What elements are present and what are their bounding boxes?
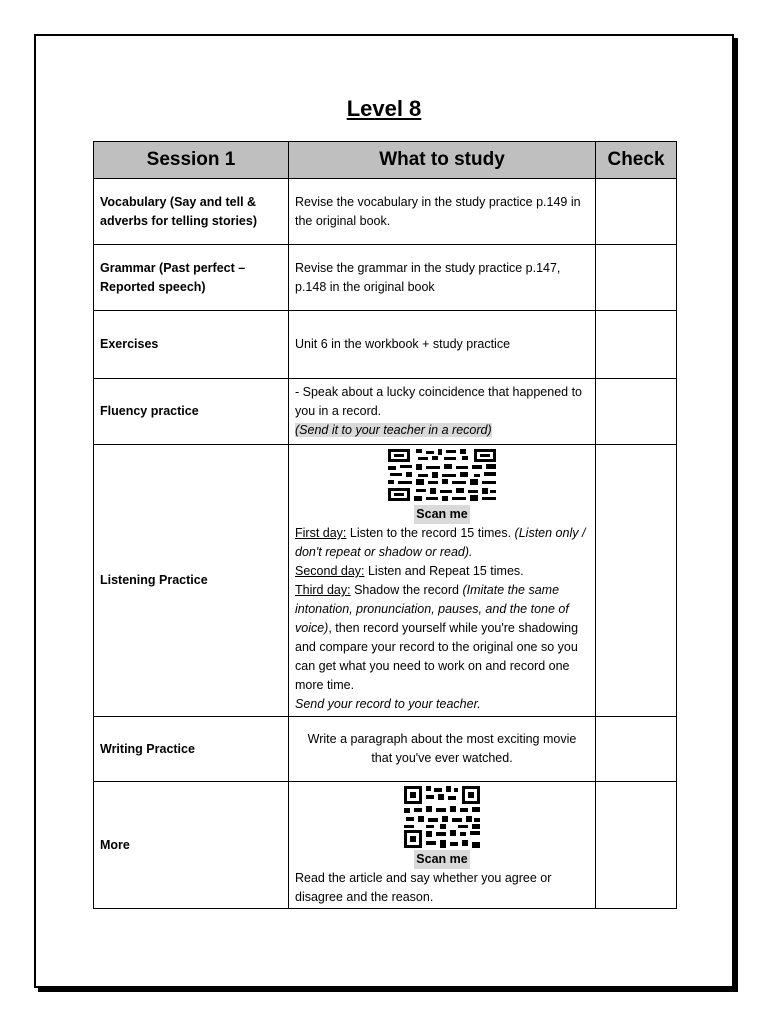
session-exercises: Exercises <box>94 311 289 379</box>
check-writing[interactable] <box>596 717 677 782</box>
header-row <box>94 142 677 179</box>
fluency-instruction: - Speak about a lucky coincidence that happened to you in a record. <box>295 385 583 418</box>
scan-me-label: Scan me <box>414 850 469 869</box>
day1-label: First day: <box>295 526 347 540</box>
study-writing: Write a paragraph about the most exciting movie that you've ever watched. <box>289 717 596 782</box>
day3-rest: , then record yourself while you're shadowing and compare your record to the original one so you can get what you need to work on and record one more time. <box>295 621 579 692</box>
day3-note: (Imitate the same intonation, pronunciation, pauses, and the tone of voice) <box>295 583 569 635</box>
row-fluency <box>94 379 677 445</box>
fluency-send-note: (Send it to your teacher in a record) <box>295 423 492 437</box>
header-session: Session 1 <box>94 142 289 179</box>
scan-me-label: Scan me <box>414 505 469 524</box>
study-plan-table <box>93 141 677 909</box>
study-listening <box>289 445 596 717</box>
day2-label: Second day: <box>295 564 365 578</box>
session-listening: Listening Practice <box>94 445 289 717</box>
day1-text: Listen to the record 15 times. <box>346 526 515 540</box>
session-more: More <box>94 782 289 909</box>
day3-label: Third day: <box>295 583 351 597</box>
header-check: Check <box>596 142 677 179</box>
check-vocabulary[interactable] <box>596 179 677 245</box>
row-more <box>94 782 677 909</box>
check-more[interactable] <box>596 782 677 909</box>
qr-code-icon[interactable] <box>402 784 482 850</box>
study-exercises: Unit 6 in the workbook + study practice <box>289 311 596 379</box>
listening-instructions <box>295 524 589 714</box>
session-grammar: Grammar (Past perfect – Reported speech) <box>94 245 289 311</box>
check-listening[interactable] <box>596 445 677 717</box>
study-more-text: Read the article and say whether you agree or disagree and the reason. <box>295 870 552 904</box>
day3-text: Shadow the record <box>350 583 463 597</box>
session-writing: Writing Practice <box>94 717 289 782</box>
qr-code-icon[interactable] <box>386 447 498 503</box>
check-exercises[interactable] <box>596 311 677 379</box>
study-fluency <box>289 379 596 445</box>
row-vocabulary <box>94 179 677 245</box>
row-exercises <box>94 311 677 379</box>
day2-text: Listen and Repeat 15 times. <box>364 564 524 578</box>
row-writing <box>94 717 677 782</box>
study-grammar: Revise the grammar in the study practice p.147, p.148 in the original book <box>289 245 596 311</box>
day1-note: (Listen only / don't repeat or shadow or read). <box>295 526 586 559</box>
session-vocabulary: Vocabulary (Say and tell & adverbs for telling stories) <box>94 179 289 245</box>
row-listening <box>94 445 677 717</box>
study-more <box>289 782 596 909</box>
check-grammar[interactable] <box>596 245 677 311</box>
check-fluency[interactable] <box>596 379 677 445</box>
page-title: Level 8 <box>346 96 422 121</box>
session-fluency: Fluency practice <box>94 379 289 445</box>
study-vocabulary: Revise the vocabulary in the study practice p.149 in the original book. <box>289 179 596 245</box>
row-grammar <box>94 245 677 311</box>
listening-send-note: Send your record to your teacher. <box>295 697 481 711</box>
header-what-to-study: What to study <box>289 142 596 179</box>
